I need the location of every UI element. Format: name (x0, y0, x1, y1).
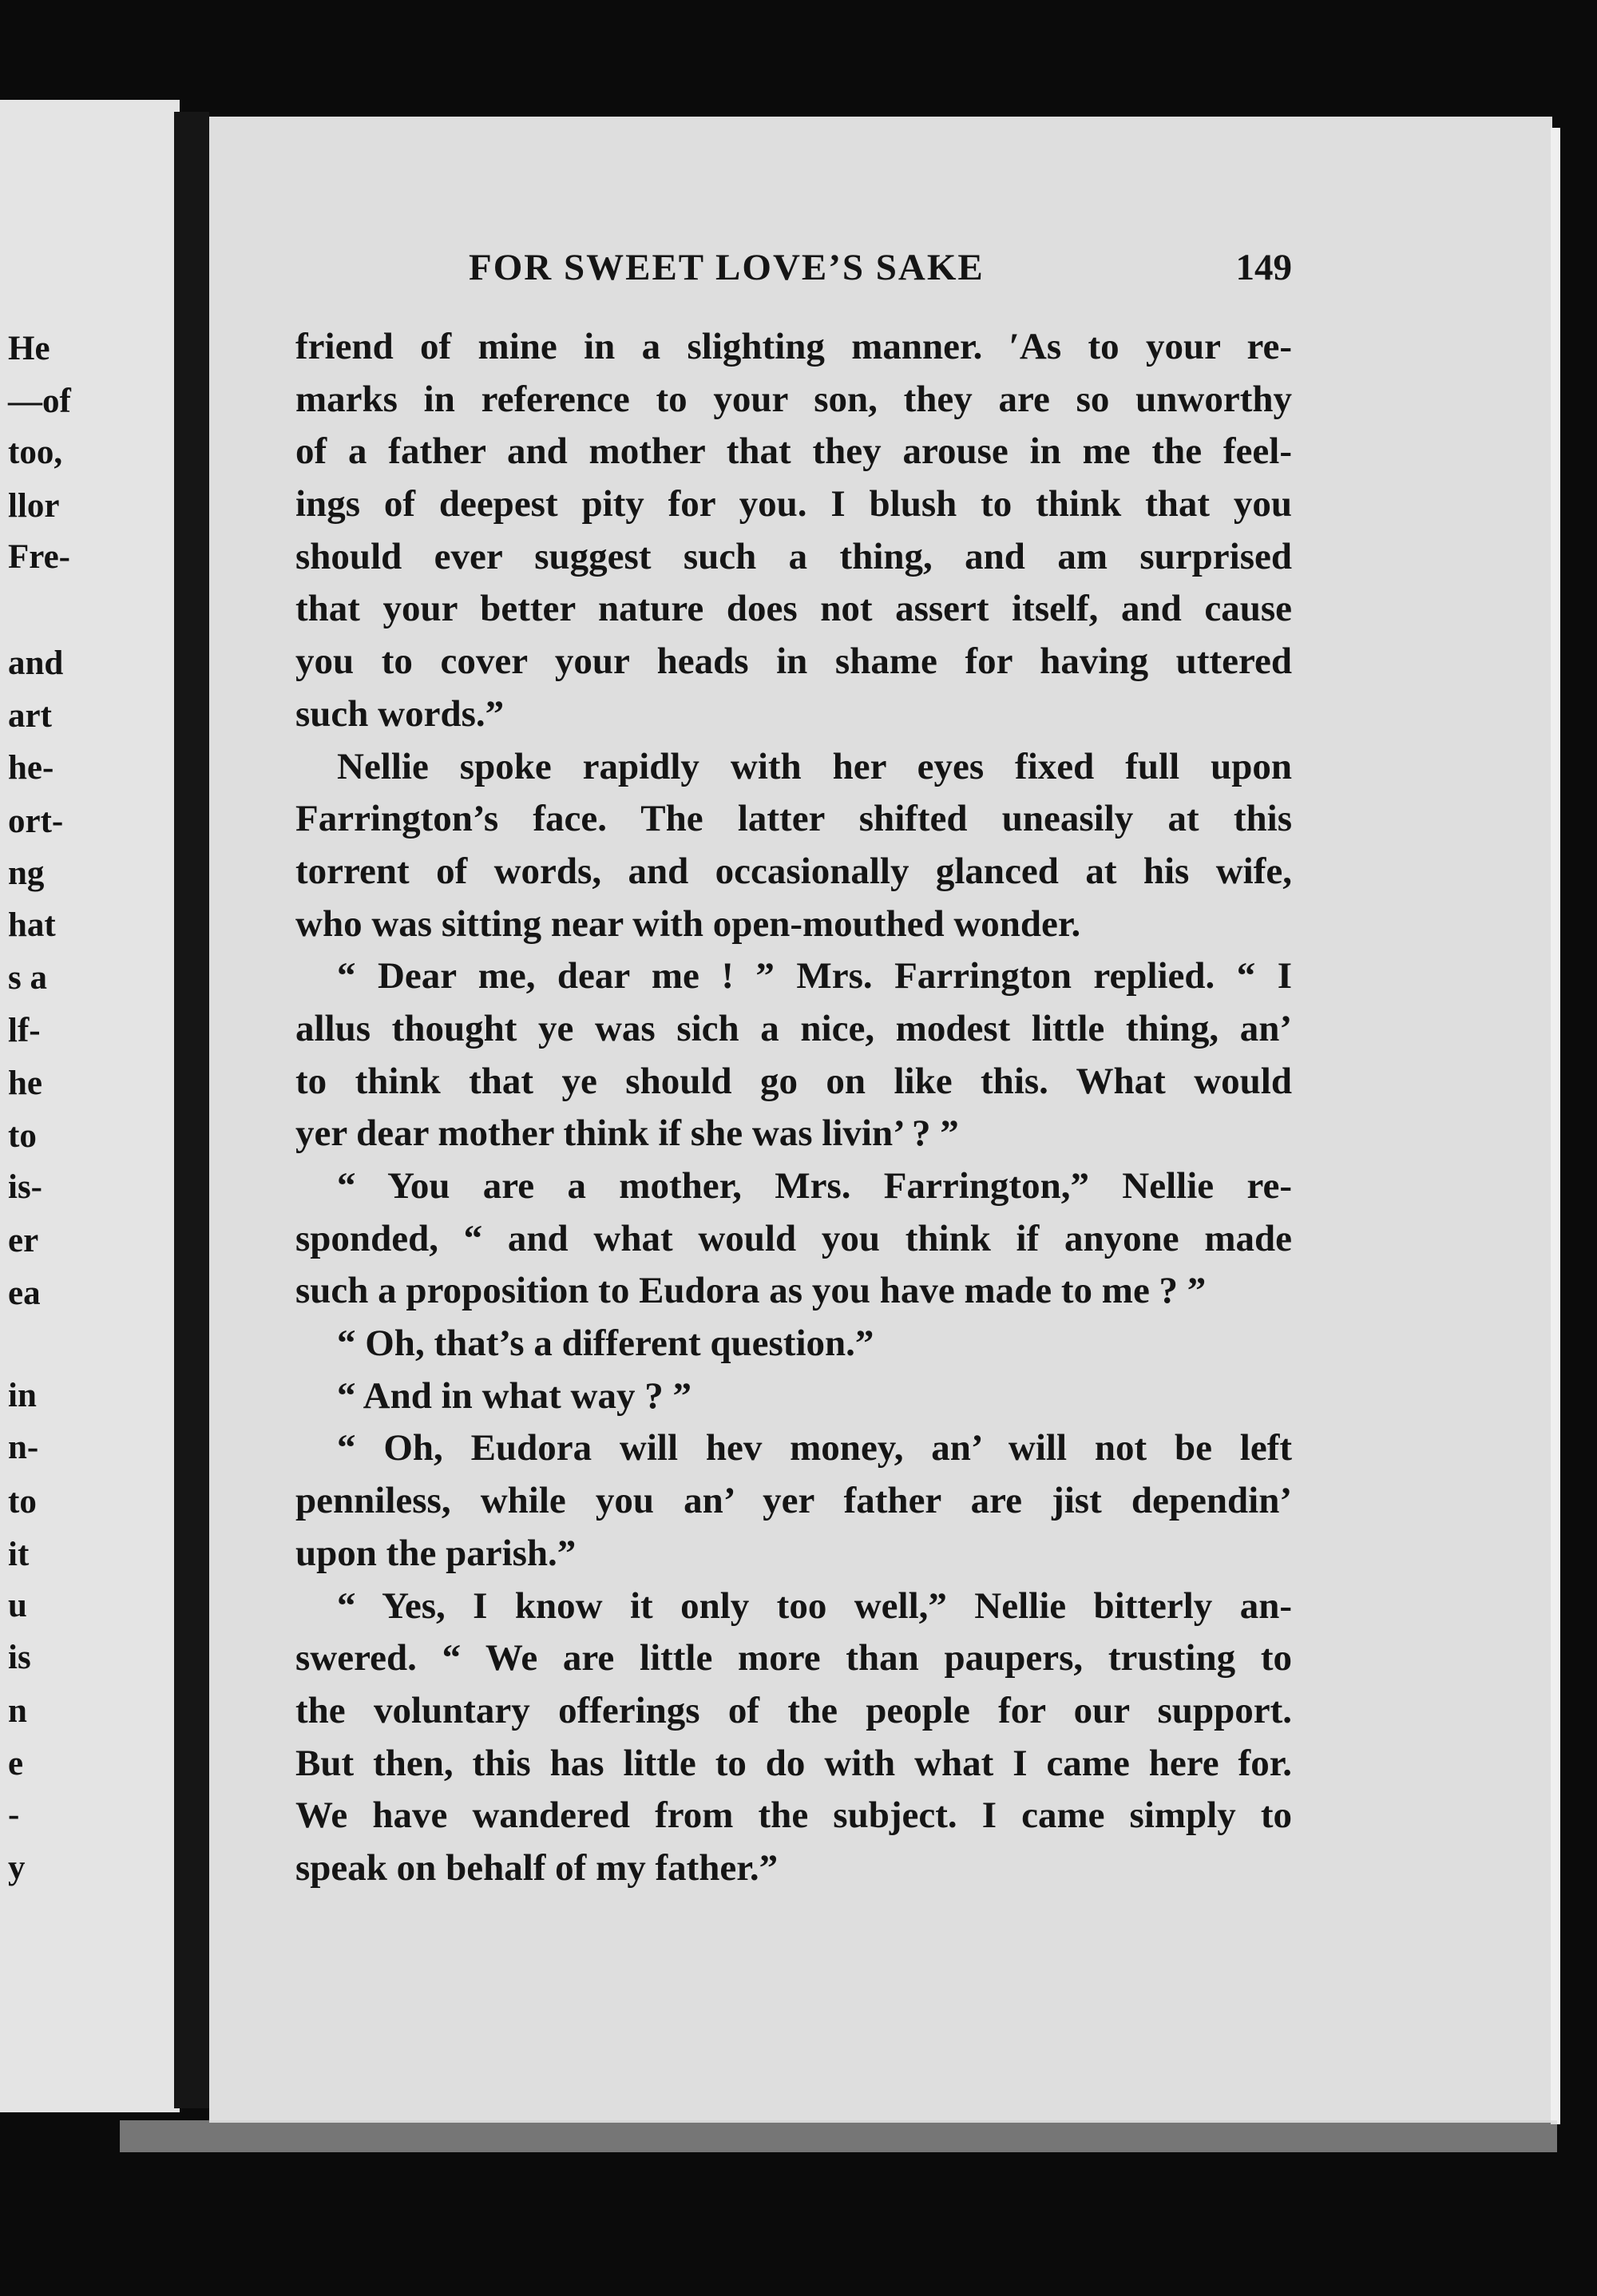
left-page-text: n- (8, 1429, 39, 1466)
text-line: “ And in what way ? ” (337, 1374, 692, 1417)
text-line: “ Oh, that’s a different question.” (337, 1322, 874, 1365)
running-head-title: FOR SWEET LOVE’S SAKE (469, 247, 985, 288)
left-page-text: He (8, 330, 50, 367)
left-page-text: n (8, 1692, 27, 1730)
text-line: sponded, “ and what would you think if anyone made (295, 1217, 1292, 1259)
left-page-text: ort- (8, 803, 64, 840)
text-line: “ You are a mother, Mrs. Farrington,” Nellie re- (337, 1165, 1292, 1207)
text-line: We have wandered from the subject. I came simply to (295, 1794, 1292, 1837)
text-line: such words.” (295, 692, 505, 735)
text-line: friend of mine in a slighting manner. ʹAs to your re- (295, 326, 1292, 367)
left-page-text: - (8, 1796, 20, 1834)
left-page-text: is (8, 1639, 31, 1676)
left-page-text: to (8, 1483, 37, 1521)
left-page-text: lf- (8, 1012, 41, 1049)
left-page-text: hat (8, 906, 56, 944)
left-page-text: Fre- (8, 538, 70, 576)
text-line: allus thought ye was sich a nice, modest little thing, an’ (295, 1007, 1292, 1049)
text-line: that your better nature does not assert itself, and cause (295, 588, 1292, 630)
text-line: you to cover your heads in shame for having uttered (295, 640, 1292, 683)
text-line: of a father and mother that they arouse in me the feel- (295, 430, 1292, 473)
left-page-fragment (0, 100, 180, 2112)
book-spine-gutter (174, 112, 209, 2108)
left-page-text: llor (8, 487, 60, 525)
running-head (295, 240, 1292, 295)
text-line: to think that ye should go on like this. What would (295, 1060, 1292, 1102)
left-page-text: e (8, 1745, 24, 1782)
page-number: 149 (1235, 247, 1292, 288)
text-line: marks in reference to your son, they are so unworthy (295, 378, 1292, 420)
text-line: should ever suggest such a thing, and am surprised (295, 535, 1292, 577)
page-bottom-edge (120, 2120, 1557, 2152)
text-line: Farrington’s face. The latter shifted uneasily at this (295, 798, 1292, 840)
left-page-text: y (8, 1849, 26, 1886)
body-text (295, 321, 1292, 1895)
left-page-text: it (8, 1536, 30, 1573)
text-line: Nellie spoke rapidly with her eyes fixed full upon (337, 745, 1292, 787)
left-page-text: ng (8, 855, 45, 892)
left-page-text: er (8, 1222, 39, 1259)
left-page-text: he- (8, 749, 54, 787)
left-page-text: is- (8, 1168, 42, 1206)
text-line: swered. “ We are little more than paupers, trusting to (295, 1637, 1292, 1679)
text-line: yer dear mother think if she was livin’ ? ” (295, 1112, 959, 1155)
text-line: “ Oh, Eudora will hev money, an’ will not be left (337, 1427, 1292, 1469)
left-page-text: u (8, 1587, 27, 1624)
left-page-text: to (8, 1117, 37, 1155)
text-line: such a proposition to Eudora as you have made to me ? ” (295, 1270, 1207, 1312)
left-page-text: he (8, 1065, 42, 1102)
left-page-text: s a (8, 959, 47, 997)
text-line: upon the parish.” (295, 1532, 577, 1574)
left-page-text: and (8, 644, 64, 682)
left-page-text: art (8, 697, 52, 735)
left-page-text: in (8, 1377, 37, 1414)
page-edge (1551, 128, 1560, 2124)
left-page-text: —of (8, 383, 71, 420)
text-line: the voluntary offerings of the people for our support. (295, 1689, 1292, 1731)
text-line: But then, this has little to do with what I came here for. (295, 1742, 1292, 1784)
left-page-text: ea (8, 1275, 41, 1312)
text-line: penniless, while you an’ yer father are jist dependin’ (295, 1480, 1292, 1522)
text-line: who was sitting near with open-mouthed wonder. (295, 902, 1081, 945)
left-page-text: too, (8, 434, 63, 471)
text-line: speak on behalf of my father.” (295, 1846, 779, 1889)
text-line: torrent of words, and occasionally glanced at his wife, (295, 850, 1292, 892)
text-line: “ Yes, I know it only too well,” Nellie bitterly an- (337, 1584, 1292, 1627)
text-line: “ Dear me, dear me ! ” Mrs. Farrington replied. “ I (337, 955, 1292, 997)
text-line: ings of deepest pity for you. I blush to think that you (295, 483, 1292, 525)
